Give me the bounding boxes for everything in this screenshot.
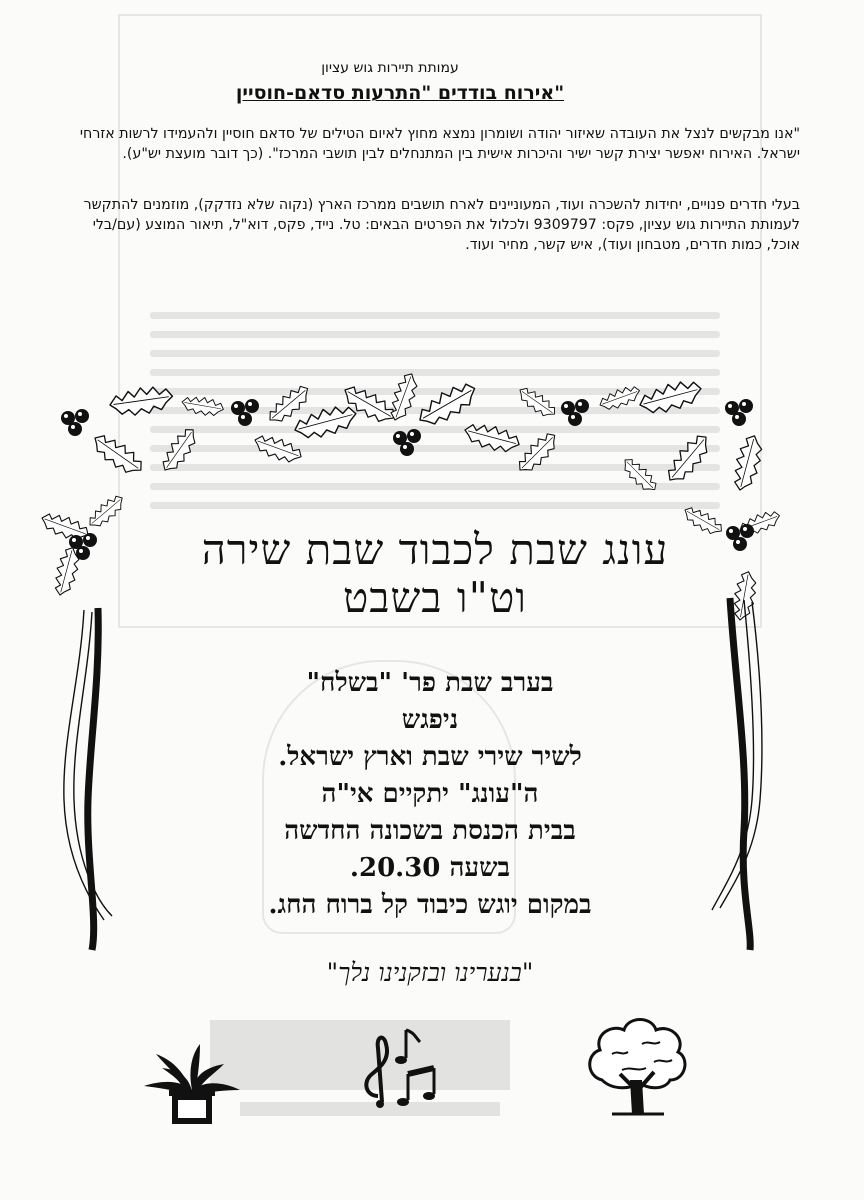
event-line: לשיר שירי שבת וארץ ישראל. [278, 742, 582, 772]
music-notes-icon [356, 1022, 446, 1112]
event-line: בערב שבת פר' "בשלח" [306, 668, 554, 698]
tree-icon [582, 1010, 692, 1120]
potted-plant-icon [142, 1040, 242, 1130]
association-name: עמותת תיירות גוש עציון [321, 60, 459, 76]
event-line: בשעה 20.30. [349, 853, 511, 883]
event-line: במקום יוגש כיבוד קל ברוח החג. [268, 890, 592, 920]
event-title-line-2: וט"ו בשבט [342, 573, 528, 622]
announcement-paragraph-2: בעלי חדרים פנויים, יחידות להשכרה ועוד, המעוניינים לארח תושבים ממרכז הארץ (נקוה שלא נזדקק), מוזמנים להתקשר לעמותת התיירות גוש עציון, פקס: 9309797 ולכלול את הפרטים הבאים: טל. נייד, פקס, דוא"ל, תיאור המוצע (עם/בלי אוכל, כמות חדרים, מטבחון ועוד), איש קשר, מחיר ועוד. [83, 197, 800, 253]
event-line: ה"עונג" יתקיים אי"ה [321, 779, 539, 809]
event-motto: "בנערינו ובזקנינו נלך" [326, 958, 534, 987]
event-line: בבית הכנסת בשכונה החדשה [284, 816, 576, 846]
event-line: ניפגש [401, 705, 459, 735]
event-title-line-1: עונג שבת לכבוד שבת שירה [201, 525, 669, 574]
announcement-headline: אירוח בודדים "התרעות סדאם-חוסיין" [235, 82, 565, 104]
announcement-paragraph-1: "אנו מבקשים לנצל את העובדה שאיזור יהודה ושומרון נמצא מחוץ לאיום הטילים של סדאם חוסיין ולהעמידו לרשות אזרחי ישראל. האירוח יאפשר יצירת קשר ישיר והיכרות אישית בין המתנחלים לבין תושבי המרכז". (כך דובר מועצת יש"ע). [79, 126, 800, 162]
